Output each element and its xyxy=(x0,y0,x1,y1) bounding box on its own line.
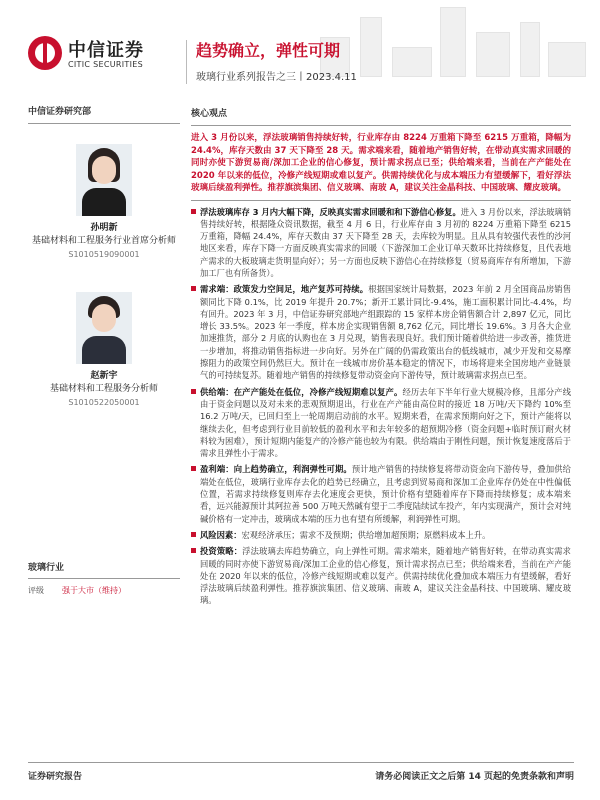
rating-row xyxy=(28,585,180,596)
footer-disclaimer: 请务必阅读正文之后第 14 页起的免责条款和声明 xyxy=(375,772,574,782)
bullet-body: 进入 3 月份以来，浮法玻璃销售持续好转，根据隆众资讯数据，截至 4 月 6 日，行业库存由 3 月初的 8224 万重箱下降至 6215 万重箱，降幅 24.4%，库存天数由 37 天下降至 28 天，去库较为明显。且从具有较强代表性的沙河地区来看，库存下降一方面反映真实需求的回暖（下游深加工企业订单天数环比持续修复，且代表地产需求的大板玻璃走货明显向好）；另一方面也反映下游信心在持续修复（贸易商库存有所增加，下游加工厂也有所备货）。 xyxy=(200,206,571,278)
analyst-name: 孙明新 xyxy=(90,223,118,233)
bullet-square-icon xyxy=(191,286,196,291)
analyst-name: 赵新宇 xyxy=(90,371,118,381)
bullet-square-icon xyxy=(191,209,196,214)
bullet-list xyxy=(191,206,571,607)
section-title: 核心观点 xyxy=(191,109,228,119)
analyst-title: 基础材料和工程服务行业首席分析师 xyxy=(31,236,176,246)
analyst-card xyxy=(28,144,180,262)
bullet-heading: 盈利端：向上趋势确立，利润弹性可期。 xyxy=(200,464,352,475)
research-dept: 中信证券研究部 xyxy=(28,104,180,124)
analyst-card xyxy=(28,292,180,410)
bullet-item xyxy=(191,283,571,381)
footer-label: 证券研究报告 xyxy=(28,772,83,782)
bullet-item xyxy=(191,529,571,541)
industry-label: 玻璃行业 xyxy=(28,560,180,579)
report-subtitle: 玻璃行业系列报告之三丨2023.4.11 xyxy=(196,72,357,83)
bullet-square-icon xyxy=(191,532,196,537)
report-title: 趋势确立，弹性可期 xyxy=(196,41,341,60)
bullet-body: 预计地产销售的持续修复将带动资金向下游传导，叠加供给端处在低位，玻璃行业库存去化的趋势已经确立，且考虑到贸易商和深加工企业库存仍处在中性偏低位置，若需求持续修复则库存去化速度会更快，预计价格有望随着库存下降而持续修复；成本端来看，远兴能源预计其阿拉善 500 万吨天然碱有望于二季度陆续试车投产，年内实现满产，预计会对纯碱价格有一定冲击，玻璃成本端的压力也有望有所缓解，利润弹性可期。 xyxy=(200,464,571,524)
analyst-photo xyxy=(76,144,132,216)
analyst-id: S1010522050001 xyxy=(68,398,140,407)
industry-rating xyxy=(28,560,180,596)
bullet-item xyxy=(191,386,571,460)
bullet-heading: 浮法玻璃库存 3 月内大幅下降，反映真实需求回暖和和下游信心修复。 xyxy=(200,206,461,217)
rating-value: 强于大市（维持） xyxy=(62,586,126,595)
sidebar xyxy=(28,104,180,407)
bullet-square-icon xyxy=(191,466,196,471)
summary-divider xyxy=(191,200,571,201)
bullet-square-icon xyxy=(191,389,196,394)
page-footer xyxy=(28,762,574,782)
analyst-title: 基础材料和工程服务分析师 xyxy=(49,384,158,394)
bullet-heading: 投资策略： xyxy=(200,546,243,557)
bullet-square-icon xyxy=(191,548,196,553)
bullet-heading: 需求端：政策发力空间足，地产复苏可持续。 xyxy=(200,284,369,295)
bullet-heading: 风险因素： xyxy=(200,529,242,540)
rating-key: 评级 xyxy=(28,586,44,595)
core-summary: 进入 3 月份以来，浮法玻璃销售持续好转，行业库存由 8224 万重箱下降至 6215 万重箱，降幅为 24.4%，库存天数由 37 天下降至 28 天。需求端来看，随着地产销售好转，在带动真实需求回暖的同时亦使下游贸易商/深加工企业的信心修复，预计需求拐点已至；供给端来看，当前在产产能处在 2020 年以来的低位，冷修产线短期或难以复产。供需持续优化与成本端压力有望缓解下，看好浮法玻璃后续盈利弹性。推荐旗滨集团、信义玻璃、南玻 A，建议关注金晶科技、中国玻璃、耀皮玻璃。 xyxy=(191,125,571,195)
bullet-item xyxy=(191,463,571,524)
report-header xyxy=(0,0,600,95)
bullet-body: 宏观经济承压；需求不及预期；供给增加超预期；原燃料成本上升。 xyxy=(241,529,491,540)
analyst-photo xyxy=(76,292,132,364)
bullet-body: 经历去年下半年行业大规模冷修，且部分产线由于资金问题以及对未来的悲观预期退出，行业在产产能由高位时的接近 18 万吨/天下降约 10%至 16.2 万吨/天，已回归至上一轮周期启动前的水平。短期来看，在需求预期向好之下，预计产能将以继续去化，但考虑到行业目前较低的盈利水平和去年较多的超预期冷修（资金问题+临时预订耐火材料较为困难），预计短期内能复产的冷修产能也较为有限。供给端由于刚性问题，预计恢复速度落后于需求且弹性小于需求。 xyxy=(200,386,571,459)
bullet-body: 浮法玻璃去库趋势确立，向上弹性可期。需求端来，随着地产销售好转，在带动真实需求回暖的同时亦使下游贸易商/深加工企业的信心修复，预计需求拐点已至；供给端来看，当前在产产能处在 2020 年以来的低位，冷修产线短期或难以复产。供需持续优化叠加成本端压力有望缓解，看好浮法玻璃后续盈利弹性。推荐旗滨集团、信义玻璃、南玻 A，建议关注金晶科技、中国玻璃、耀皮玻璃。 xyxy=(200,546,571,606)
main-content xyxy=(191,106,571,611)
bullet-item xyxy=(191,545,571,606)
citic-logo-icon xyxy=(28,36,62,70)
logo-en: CITIC SECURITIES xyxy=(68,60,143,69)
bullet-body: 根据国家统计局数据，2023 年前 2 月全国商品房销售额同比下降 0.1%，比 2019 年提升 20.7%；新开工累计同比-9.4%，施工面积累计同比-4.4%，均有回升。2023 年 3 月，中信证券研究部地产组跟踪的 15 家样本房企销售额合计 2,897 亿元，同比增长 33.5%。2023 年一季度，样本房企实现销售额 8,762 亿元，同比增长 19.6%。3 月各大企业加速推货，部分 2 月底的认购也在 3 月兑现，销售表现良好。我们预计随着供给进一步改善，推货进一步增加，将推动销售指标进一步向好。另外在广阔的仍需政策出台的低线城市，减少开发和交易摩擦阻力的政策空间仍然巨大。预计在一线城市房价基本稳定的情况下，市场将迎来全国房地产业链景气的可持续复苏。随着地产销售的持续修复带动资金向下游传导，预计玻璃需求拐点已至。 xyxy=(200,284,571,381)
logo-cn: 中信证券 xyxy=(68,40,144,61)
analyst-id: S1010519090001 xyxy=(68,250,140,259)
bullet-heading: 供给端：在产产能处在低位，冷修产线短期难以复产。 xyxy=(200,386,403,397)
bullet-item xyxy=(191,206,571,280)
header-divider xyxy=(186,40,187,84)
citic-logo xyxy=(28,36,178,76)
